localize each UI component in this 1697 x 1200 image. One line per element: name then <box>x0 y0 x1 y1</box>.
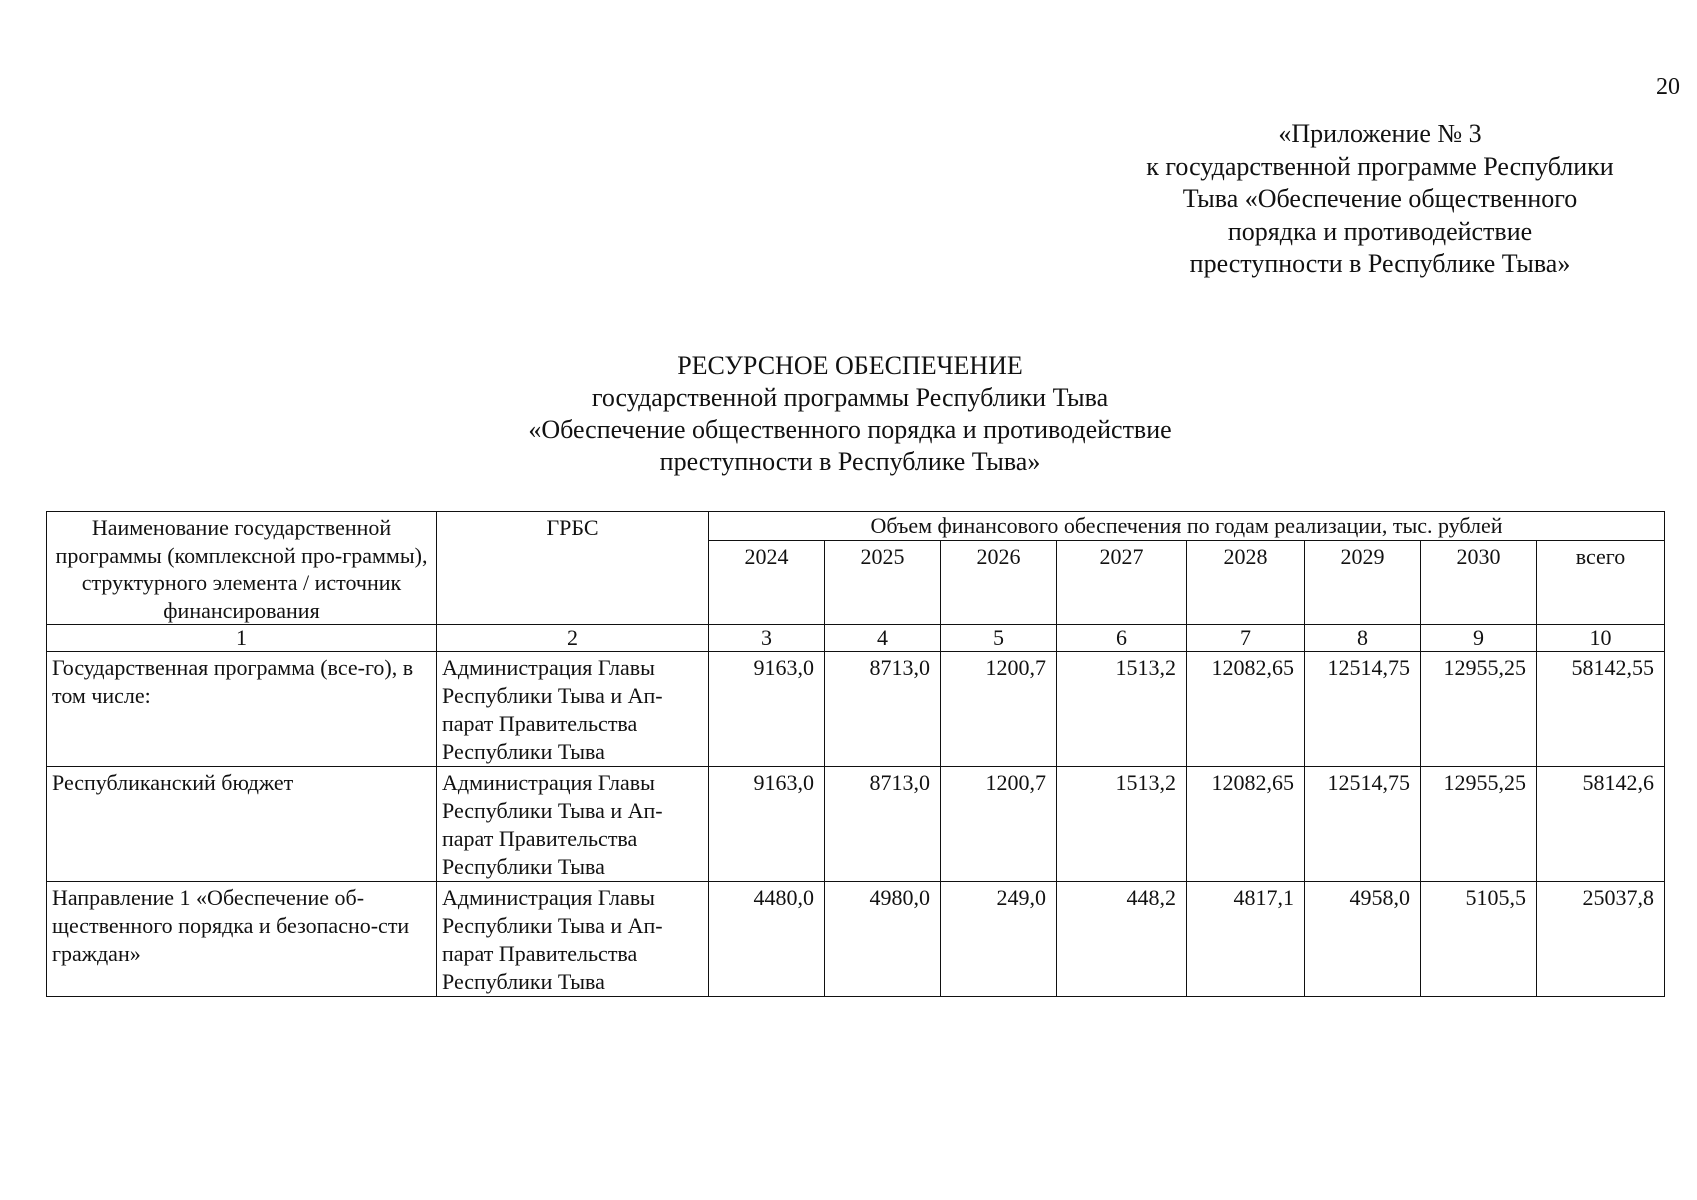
header-year: 2024 <box>709 541 825 625</box>
row-value: 4980,0 <box>825 882 941 997</box>
row-value: 5105,5 <box>1421 882 1537 997</box>
page-number: 20 <box>1656 74 1680 100</box>
appendix-line: преступности в Республике Тыва» <box>1189 249 1571 278</box>
column-number: 5 <box>941 625 1057 652</box>
title-line: преступности в Республике Тыва» <box>659 447 1041 476</box>
table-row <box>47 652 1665 767</box>
column-number: 1 <box>47 625 437 652</box>
row-name: Направление 1 «Обеспечение об-щественного порядка и безопасно-сти граждан» <box>47 882 437 997</box>
row-value: 12514,75 <box>1305 652 1421 767</box>
document-title <box>330 350 1370 478</box>
appendix-line: порядка и противодействие <box>1227 216 1533 246</box>
header-year: 2025 <box>825 541 941 625</box>
appendix-line: к государственной программе Республики <box>1146 151 1614 181</box>
column-number: 2 <box>437 625 709 652</box>
row-value: 12082,65 <box>1187 652 1305 767</box>
column-number: 3 <box>709 625 825 652</box>
row-value: 448,2 <box>1057 882 1187 997</box>
row-value: 9163,0 <box>709 767 825 882</box>
column-number: 7 <box>1187 625 1305 652</box>
row-value: 12955,25 <box>1421 767 1537 882</box>
row-value: 4817,1 <box>1187 882 1305 997</box>
header-year: 2026 <box>941 541 1057 625</box>
header-year: 2027 <box>1057 541 1187 625</box>
row-value: 12514,75 <box>1305 767 1421 882</box>
appendix-line: «Приложение № 3 <box>1278 119 1482 148</box>
row-value: 249,0 <box>941 882 1057 997</box>
row-grbs: Администрация Главы Республики Тыва и Ап-парат Правительства Республики Тыва <box>437 767 709 882</box>
row-total: 25037,8 <box>1537 882 1665 997</box>
header-year: 2028 <box>1187 541 1305 625</box>
title-line: «Обеспечение общественного порядка и противодействие <box>528 415 1172 444</box>
header-year: 2030 <box>1421 541 1537 625</box>
row-name: Государственная программа (все-го), в том числе: <box>47 652 437 767</box>
row-value: 8713,0 <box>825 767 941 882</box>
title-line: государственной программы Республики Тыва <box>591 383 1109 412</box>
header-grbs: ГРБС <box>437 512 709 625</box>
row-value: 8713,0 <box>825 652 941 767</box>
row-grbs: Администрация Главы Республики Тыва и Ап-парат Правительства Республики Тыва <box>437 652 709 767</box>
row-value: 4480,0 <box>709 882 825 997</box>
row-value: 1200,7 <box>941 652 1057 767</box>
header-total: всего <box>1537 541 1665 625</box>
column-number: 10 <box>1537 625 1665 652</box>
header-row <box>47 512 1665 541</box>
row-value: 1513,2 <box>1057 652 1187 767</box>
header-volume: Объем финансового обеспечения по годам реализации, тыс. рублей <box>709 512 1665 541</box>
header-name: Наименование государственной программы (комплексной про-граммы), структурного элемента / источник финансирования <box>47 512 437 625</box>
resource-table <box>46 511 1665 997</box>
column-number: 9 <box>1421 625 1537 652</box>
table-row <box>47 767 1665 882</box>
appendix-line: Тыва «Обеспечение общественного <box>1182 184 1578 213</box>
row-total: 58142,55 <box>1537 652 1665 767</box>
header-year: 2029 <box>1305 541 1421 625</box>
table-row <box>47 882 1665 997</box>
row-total: 58142,6 <box>1537 767 1665 882</box>
column-number-row <box>47 625 1665 652</box>
row-grbs: Администрация Главы Республики Тыва и Ап-парат Правительства Республики Тыва <box>437 882 709 997</box>
column-number: 6 <box>1057 625 1187 652</box>
row-value: 1200,7 <box>941 767 1057 882</box>
row-value: 12082,65 <box>1187 767 1305 882</box>
column-number: 8 <box>1305 625 1421 652</box>
column-number: 4 <box>825 625 941 652</box>
row-value: 4958,0 <box>1305 882 1421 997</box>
row-value: 12955,25 <box>1421 652 1537 767</box>
appendix-block <box>1110 118 1650 281</box>
row-name: Республиканский бюджет <box>47 767 437 882</box>
row-value: 1513,2 <box>1057 767 1187 882</box>
row-value: 9163,0 <box>709 652 825 767</box>
title-line: РЕСУРСНОЕ ОБЕСПЕЧЕНИЕ <box>677 351 1023 380</box>
